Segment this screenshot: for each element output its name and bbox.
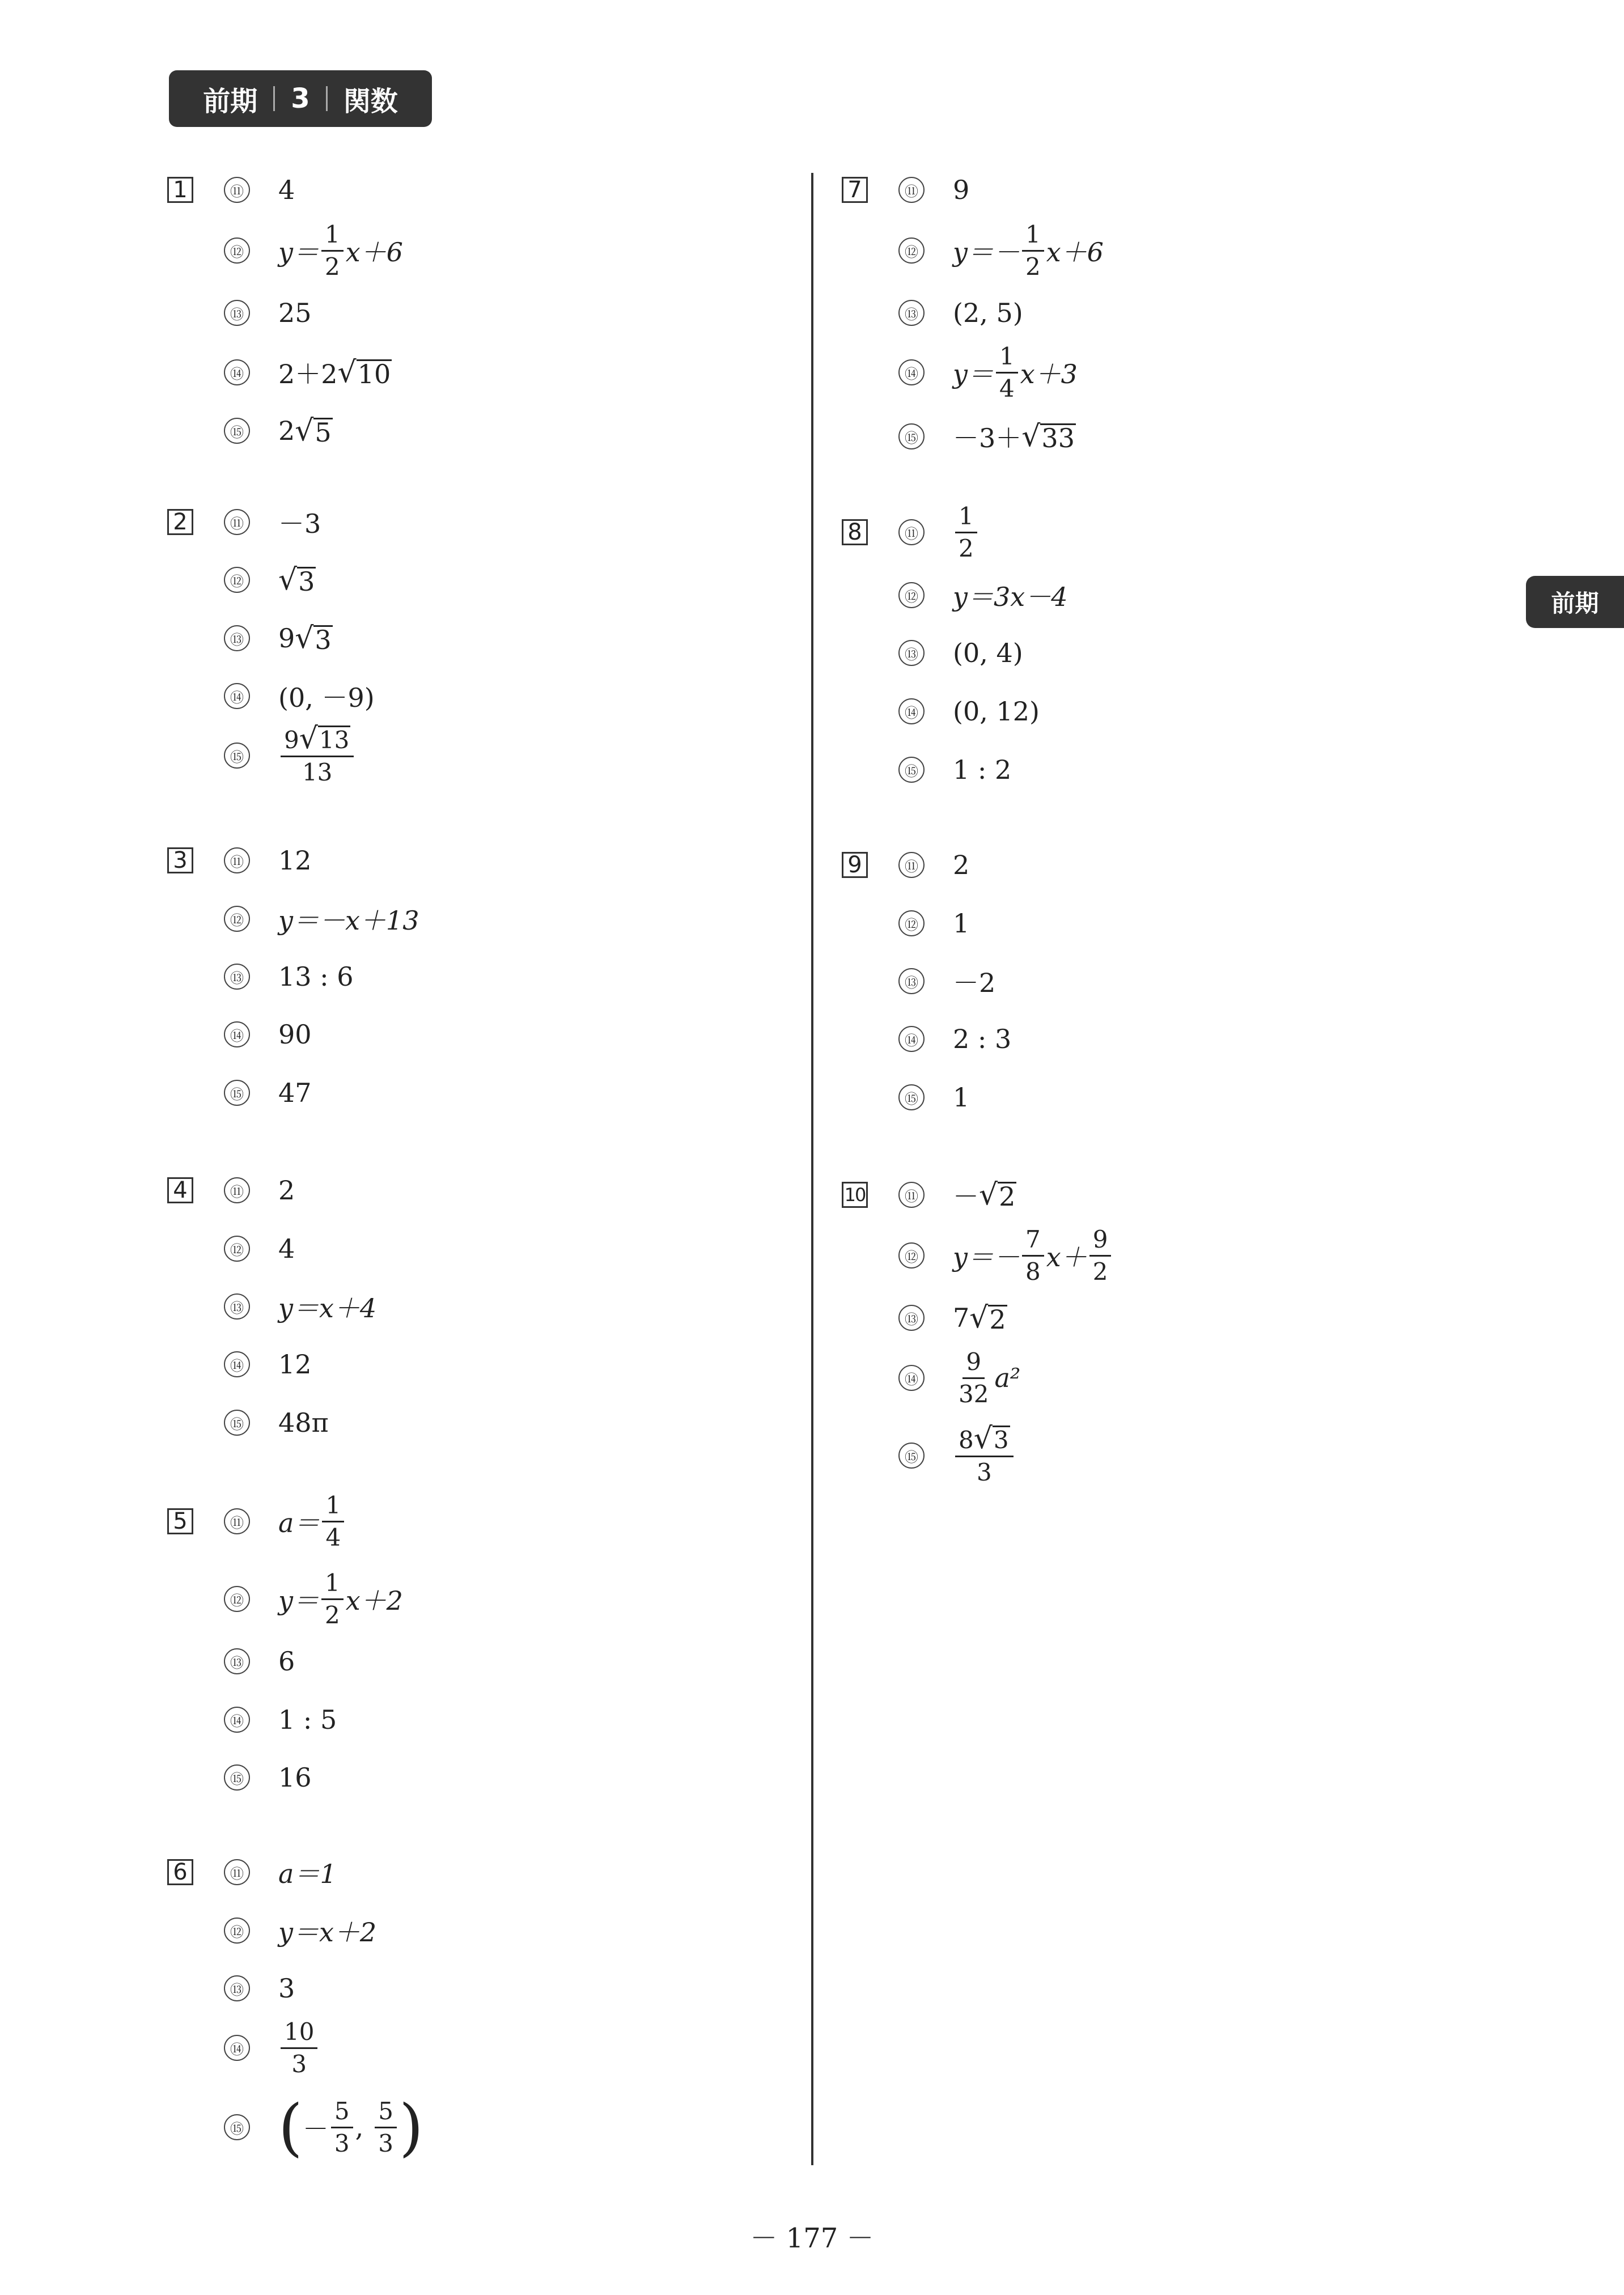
- item-marker: ⑪: [898, 1182, 925, 1208]
- answer: 25: [278, 298, 312, 328]
- answer: [278, 2017, 320, 2080]
- radical-sign-icon: √: [278, 563, 298, 597]
- answer-text: 2＋2: [278, 359, 338, 389]
- answer-text: 7: [953, 1303, 970, 1333]
- problem-number: 5: [167, 1508, 193, 1534]
- numerator: [281, 721, 354, 757]
- answer: 3: [278, 1973, 295, 2004]
- answer: 9: [953, 175, 970, 205]
- answer-row: [224, 1017, 312, 1051]
- answer-text: y＝: [953, 359, 994, 389]
- denominator: 32: [959, 1380, 989, 1408]
- item-marker: ⑫: [898, 1242, 925, 1269]
- answer: 2 : 3: [953, 1024, 1012, 1054]
- answer: 47: [278, 1077, 312, 1108]
- problem-number: 1: [167, 177, 193, 203]
- radicand: 33: [1041, 423, 1075, 453]
- denominator: 2: [959, 534, 974, 562]
- side-index-tab: [1526, 576, 1624, 628]
- answer: [278, 623, 333, 654]
- answer-row: [224, 296, 312, 330]
- item-marker: ⑪: [224, 177, 250, 203]
- answer: 2: [278, 1175, 295, 1206]
- answer: [278, 415, 333, 446]
- answer: [953, 501, 980, 564]
- answer: [953, 418, 1076, 455]
- answer-text: x＋3: [1020, 359, 1078, 389]
- item-marker: ⑮: [224, 743, 250, 769]
- numerator: 1: [321, 1568, 344, 1600]
- left-paren-icon: (: [278, 2091, 303, 2164]
- item-marker: ⑬: [224, 300, 250, 326]
- answer-row: [224, 1761, 312, 1795]
- item-marker: ⑪: [224, 1177, 250, 1203]
- item-marker: ⑫: [224, 237, 250, 264]
- item-marker: ⑫: [898, 582, 925, 608]
- problem-number: 2: [167, 509, 193, 535]
- answer: 2: [953, 850, 970, 880]
- fraction: [321, 219, 344, 282]
- answer-row: [224, 1289, 376, 1323]
- item-marker: ⑬: [898, 968, 925, 994]
- answer-text: a²: [994, 1363, 1021, 1393]
- item-marker: ⑫: [224, 567, 250, 593]
- answer-row: [898, 578, 1067, 612]
- problem-number: 3: [167, 847, 193, 873]
- answer: [953, 1224, 1113, 1287]
- item-marker: ⑮: [224, 1410, 250, 1436]
- answer: [278, 2091, 423, 2164]
- radicand: 2: [989, 1304, 1006, 1335]
- fraction: [996, 341, 1018, 404]
- item-marker: ⑭: [898, 698, 925, 724]
- answer: (0, 4): [953, 638, 1023, 668]
- item-marker: ⑭: [224, 1021, 250, 1047]
- answer-row: [898, 1080, 969, 1114]
- item-marker: ⑭: [898, 1026, 925, 1052]
- item-marker: ⑮: [898, 1084, 925, 1110]
- answer: －3: [278, 508, 321, 539]
- radicand: 3: [298, 566, 315, 597]
- problem-number: 6: [167, 1859, 193, 1885]
- answer: y＝－x＋13: [278, 905, 419, 936]
- answer: [953, 1421, 1016, 1488]
- item-marker: ⑪: [224, 509, 250, 535]
- square-root: [337, 355, 392, 389]
- answer-row: [224, 1971, 295, 2005]
- radical-sign-icon: √: [295, 414, 314, 448]
- answer-row: [224, 1076, 312, 1110]
- answer-text: y＝: [278, 237, 319, 268]
- answer-row: [898, 1178, 1016, 1212]
- answer-row: [224, 563, 316, 597]
- answer: [953, 219, 1104, 282]
- fraction: [955, 1347, 992, 1410]
- item-marker: ⑭: [224, 1707, 250, 1733]
- answer-row: [224, 902, 419, 936]
- answer-row: [224, 721, 356, 786]
- item-marker: ⑫: [224, 906, 250, 932]
- answer: 48π: [278, 1407, 329, 1438]
- answer-row: [224, 1644, 295, 1678]
- item-marker: ⑪: [224, 847, 250, 873]
- item-marker: ⑪: [224, 1508, 250, 1534]
- item-marker: ⑬: [898, 640, 925, 666]
- column-divider: [811, 173, 813, 2165]
- answer: 1: [953, 1082, 970, 1113]
- radicand: 5: [315, 417, 332, 448]
- problem-number: 8: [842, 519, 868, 545]
- fraction: [375, 2096, 397, 2159]
- answer-text: 2: [278, 415, 295, 446]
- item-marker: ⑭: [898, 1365, 925, 1391]
- numerator: 9: [962, 1347, 985, 1379]
- numerator: 9: [1089, 1224, 1112, 1257]
- answer: [953, 341, 1078, 404]
- answer-row: [224, 1173, 295, 1207]
- chapter-number: 3: [291, 83, 310, 114]
- answer-row: [224, 1703, 337, 1737]
- answer-text: －3＋: [953, 423, 1022, 453]
- answer: 90: [278, 1019, 312, 1050]
- answer-row: [898, 173, 969, 207]
- fraction: [1022, 1224, 1044, 1287]
- item-marker: ⑫: [898, 910, 925, 936]
- item-marker: ⑭: [224, 1351, 250, 1377]
- answer: 1: [953, 908, 970, 939]
- answer: 12: [278, 845, 312, 876]
- item-marker: ⑮: [224, 2114, 250, 2140]
- answer-row: [898, 1421, 1016, 1486]
- answer-text: x＋6: [1046, 237, 1104, 268]
- item-marker: ⑪: [224, 1859, 250, 1885]
- answer: [278, 219, 403, 282]
- answer: [278, 354, 392, 391]
- answer-row: [224, 1347, 312, 1381]
- answer: a＝1: [278, 1859, 337, 1889]
- fraction: [321, 1568, 344, 1631]
- item-marker: ⑭: [898, 359, 925, 385]
- square-root: [295, 623, 332, 653]
- radicand: 3: [315, 625, 332, 655]
- answer-row: [224, 2091, 423, 2164]
- answer: 13 : 6: [278, 961, 354, 992]
- numerator: 5: [375, 2096, 397, 2128]
- radical-sign-icon: √: [337, 355, 357, 389]
- answer-row: [898, 502, 980, 562]
- fraction: [331, 2096, 353, 2159]
- answer-row: [898, 1022, 1011, 1056]
- answer: y＝x＋2: [278, 1917, 377, 1948]
- radicand: 10: [357, 359, 391, 389]
- numerator: 10: [281, 2017, 317, 2049]
- answer: [278, 1490, 346, 1553]
- answer-row: [898, 906, 969, 940]
- answer-row: [898, 342, 1078, 402]
- answer-row: [224, 679, 375, 713]
- answer: 1 : 5: [278, 1704, 337, 1735]
- chapter-part: 前期: [203, 85, 258, 117]
- item-marker: ⑬: [898, 300, 925, 326]
- numerator: 1: [322, 1490, 344, 1522]
- right-paren-icon: ): [399, 2091, 423, 2164]
- radical-sign-icon: √: [1021, 419, 1041, 453]
- denominator: 2: [1092, 1257, 1108, 1286]
- numerator: [955, 1421, 1014, 1457]
- answer: [278, 1568, 403, 1631]
- problem-number: 4: [167, 1177, 193, 1203]
- answer-text: 8: [959, 1426, 974, 1454]
- fraction: [322, 1490, 344, 1553]
- answer: y＝3x－4: [953, 582, 1068, 612]
- answer-row: [224, 220, 403, 281]
- item-marker: ⑪: [898, 177, 925, 203]
- denominator: 3: [334, 2129, 350, 2157]
- answer-row: [898, 694, 1040, 728]
- item-marker: ⑬: [898, 1305, 925, 1331]
- problem-number: 9: [842, 852, 868, 878]
- answer-row: [224, 621, 333, 655]
- answer: 16: [278, 1762, 312, 1793]
- numerator: 1: [955, 501, 977, 533]
- answer: [953, 1347, 1020, 1410]
- answer: [278, 721, 356, 788]
- answer-text: 9: [284, 726, 299, 754]
- item-marker: ⑮: [898, 757, 925, 783]
- item-marker: ⑬: [224, 964, 250, 990]
- answer-row: [224, 1491, 346, 1551]
- square-root: [979, 1180, 1016, 1210]
- item-marker: ⑭: [224, 359, 250, 385]
- denominator: 3: [291, 2050, 307, 2078]
- numerator: 5: [331, 2096, 353, 2128]
- answer-row: [224, 173, 295, 207]
- answer-row: [224, 505, 321, 539]
- fraction: [1089, 1224, 1112, 1287]
- header-separator: [273, 86, 275, 111]
- answer-row: [224, 960, 354, 994]
- answer-row: [898, 419, 1076, 453]
- answer: (2, 5): [953, 298, 1023, 328]
- problem-number: 7: [842, 177, 868, 203]
- square-root: [278, 565, 316, 595]
- answer: y＝x＋4: [278, 1293, 377, 1323]
- answer-row: [224, 414, 333, 448]
- item-marker: ⑬: [224, 1975, 250, 2001]
- radicand: 2: [999, 1181, 1016, 1212]
- answer-text: －: [302, 2114, 329, 2144]
- denominator: 2: [325, 252, 340, 281]
- answer: (0, 12): [953, 696, 1040, 727]
- answer-row: [898, 848, 969, 882]
- answer: (0, －9): [278, 682, 375, 713]
- square-root: [973, 1421, 1010, 1456]
- item-marker: ⑬: [224, 1648, 250, 1674]
- numerator: 7: [1022, 1224, 1044, 1257]
- answer-row: [898, 296, 1023, 330]
- radical-sign-icon: √: [979, 1178, 998, 1212]
- item-marker: ⑮: [898, 1443, 925, 1469]
- item-marker: ⑮: [224, 418, 250, 444]
- radical-sign-icon: √: [299, 721, 318, 756]
- answer-text: y＝－: [953, 1242, 1020, 1272]
- answer-row: [898, 1225, 1113, 1286]
- item-marker: ⑫: [898, 237, 925, 264]
- answer-row: [224, 1568, 403, 1629]
- denominator: 3: [378, 2129, 394, 2157]
- square-root: [969, 1303, 1007, 1333]
- item-marker: ⑭: [224, 2035, 250, 2061]
- answer: [278, 565, 316, 595]
- answer-row: [224, 1406, 329, 1440]
- numerator: 1: [996, 341, 1018, 374]
- denominator: 4: [325, 1523, 341, 1551]
- answer: 4: [278, 175, 295, 205]
- answer-row: [898, 964, 995, 998]
- numerator: 1: [321, 219, 344, 252]
- answer-row: [224, 1914, 376, 1948]
- item-marker: ⑮: [224, 1764, 250, 1791]
- answer: －2: [953, 968, 996, 998]
- answer-row: [898, 1347, 1021, 1408]
- item-marker: ⑬: [224, 1293, 250, 1320]
- square-root: [295, 416, 332, 446]
- answer-row: [898, 636, 1023, 670]
- answer-text: a＝: [278, 1508, 320, 1538]
- item-marker: ⑫: [224, 1586, 250, 1612]
- answer-row: [224, 2017, 320, 2078]
- answer-text: ,: [355, 2112, 364, 2143]
- answer-text: y＝－: [953, 237, 1020, 268]
- answer-text: －: [953, 1181, 979, 1212]
- radical-sign-icon: √: [973, 1421, 993, 1456]
- answer-text: x＋: [1046, 1242, 1087, 1272]
- page-number: － 177 －: [750, 2222, 874, 2254]
- problem-number: 10: [842, 1182, 868, 1208]
- radicand: 13: [319, 726, 350, 754]
- item-marker: ⑮: [898, 423, 925, 449]
- item-marker: ⑪: [898, 519, 925, 545]
- fraction: [1022, 219, 1044, 282]
- denominator: 4: [999, 374, 1015, 402]
- denominator: 13: [302, 758, 333, 786]
- fraction: [955, 1421, 1014, 1488]
- side-tab-label: 前期: [1551, 589, 1599, 617]
- square-root: [1021, 419, 1076, 453]
- answer: [953, 1303, 1007, 1333]
- answer-text: x＋2: [345, 1585, 403, 1616]
- answer-row: [224, 355, 392, 389]
- answer-text: y＝: [278, 1585, 319, 1616]
- radical-sign-icon: √: [969, 1301, 989, 1335]
- answer: [953, 1176, 1016, 1214]
- radical-sign-icon: √: [295, 621, 314, 655]
- radicand: 3: [993, 1426, 1009, 1454]
- chapter-topic: 関数: [343, 85, 398, 117]
- answer-row: [898, 753, 1011, 787]
- item-marker: ⑬: [224, 625, 250, 651]
- item-marker: ⑪: [898, 852, 925, 878]
- answer-row: [224, 843, 312, 877]
- fraction: [281, 2017, 317, 2080]
- chapter-header: [169, 70, 432, 127]
- header-separator: [326, 86, 328, 111]
- item-marker: ⑭: [224, 683, 250, 709]
- answer: 6: [278, 1646, 295, 1677]
- fraction: [281, 721, 354, 788]
- square-root: [299, 721, 351, 756]
- denominator: 8: [1025, 1257, 1041, 1286]
- denominator: 2: [1025, 252, 1041, 281]
- answer-row: [898, 1301, 1007, 1335]
- denominator: 2: [325, 1601, 340, 1629]
- answer: 12: [278, 1349, 312, 1380]
- answer-row: [898, 220, 1104, 281]
- answer-text: 9: [278, 623, 295, 654]
- fraction: [955, 501, 977, 564]
- item-marker: ⑫: [224, 1236, 250, 1262]
- answer-row: [224, 1855, 337, 1889]
- numerator: 1: [1022, 219, 1044, 252]
- item-marker: ⑮: [224, 1080, 250, 1106]
- answer: 4: [278, 1233, 295, 1264]
- answer-row: [224, 1232, 295, 1266]
- answer-text: x＋6: [345, 237, 403, 268]
- denominator: 3: [976, 1458, 992, 1486]
- item-marker: ⑫: [224, 1918, 250, 1944]
- answer: 1 : 2: [953, 754, 1012, 785]
